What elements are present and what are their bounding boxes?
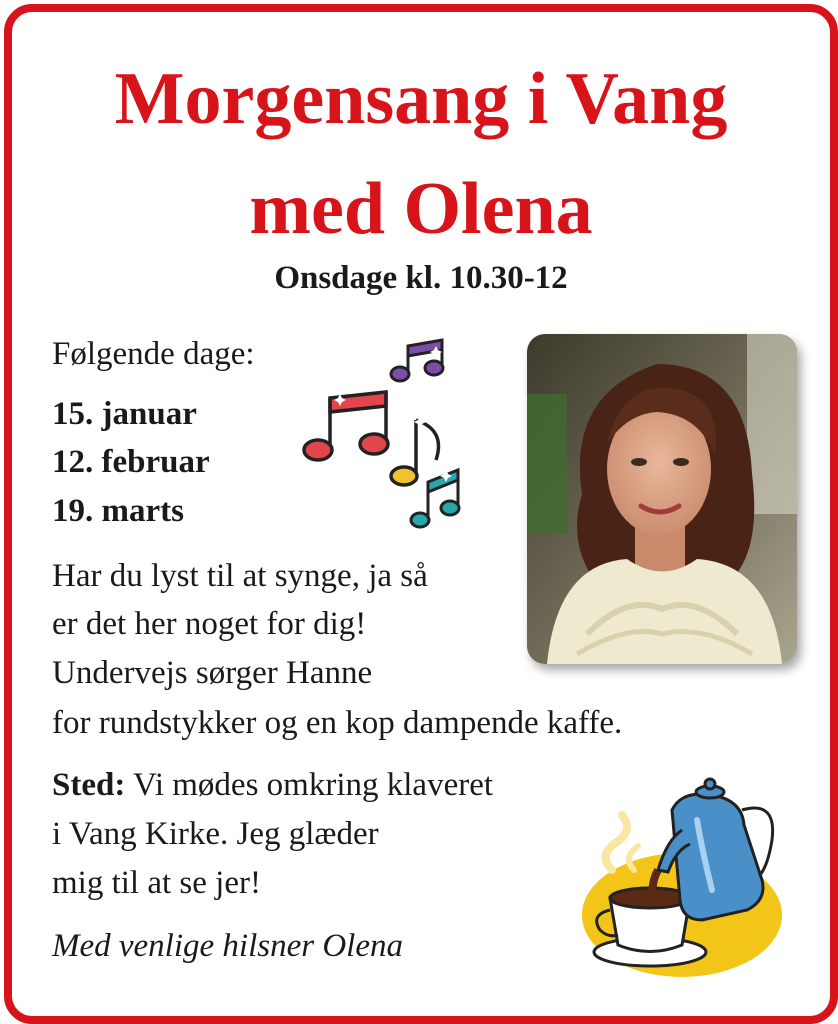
coffee-pot-icon [572, 770, 792, 985]
location-line-3: mig til at se jer! [52, 865, 261, 901]
location-label: Sted: [52, 767, 126, 803]
music-notes-icon [296, 332, 476, 547]
poster [4, 4, 838, 1024]
body-line: for rundstykker og en kop dampende kaffe. [52, 705, 623, 741]
location-line-1 [52, 769, 493, 802]
location-line-2: i Vang Kirke. Jeg glæder [52, 816, 379, 852]
body-line: Har du lyst til at synge, ja så [52, 558, 428, 594]
dates-label: Følgende dage: [52, 336, 255, 372]
title-line-2: med Olena [249, 168, 593, 250]
date-item: 12. februar [52, 444, 210, 480]
portrait-photo [527, 334, 797, 664]
body-line: Undervejs sørger Hanne [52, 655, 373, 691]
signature: Med venlige hilsner Olena [52, 928, 403, 964]
subtitle-time: Onsdage kl. 10.30-12 [274, 260, 568, 296]
title-line-1: Morgensang i Vang [114, 58, 728, 140]
location-text: Vi mødes omkring klaveret [133, 767, 494, 803]
body-line: er det her noget for dig! [52, 606, 367, 642]
date-item: 19. marts [52, 493, 184, 529]
date-item: 15. januar [52, 396, 197, 432]
